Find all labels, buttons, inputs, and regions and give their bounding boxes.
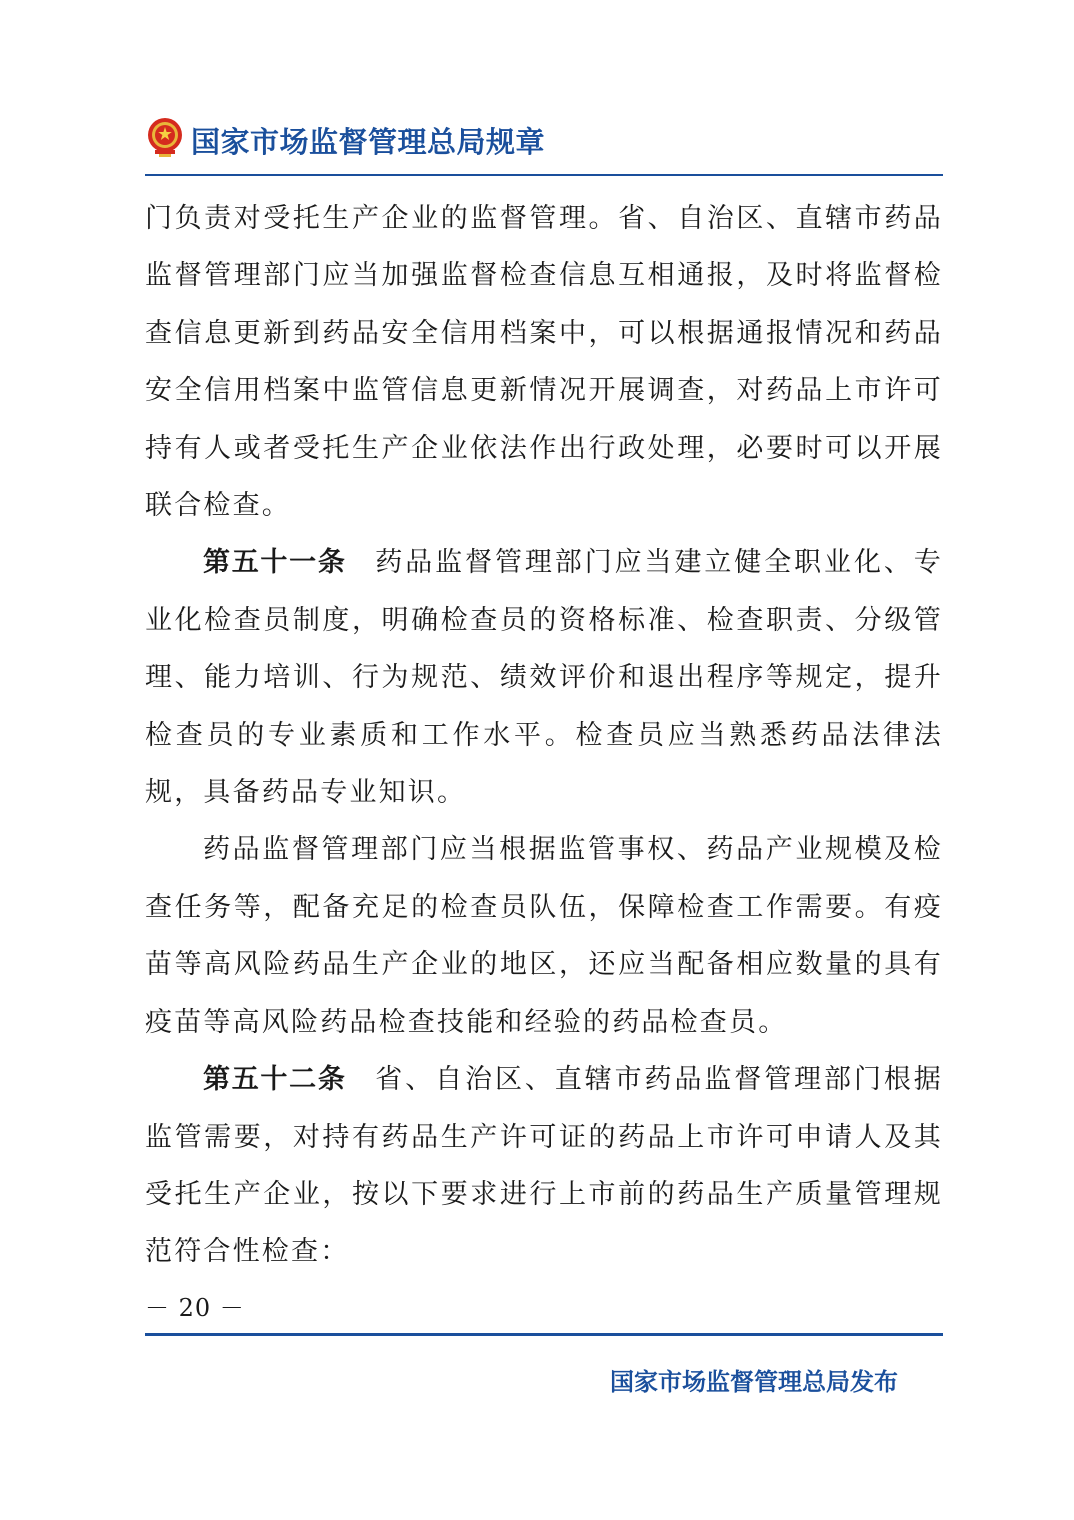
page-header bbox=[145, 112, 943, 172]
article-52 bbox=[145, 1051, 943, 1281]
article-52-number: 第五十二条 bbox=[203, 1064, 347, 1096]
paragraph-inspectors: 药品监督管理部门应当根据监管事权、药品产业规模及检查任务等，配备充足的检查员队伍，保障检查工作需要。有疫苗等高风险药品生产企业的地区，还应当配备相应数量的具有疫苗等高风险药品检查技能和经验的药品检查员。 bbox=[145, 834, 943, 1038]
national-emblem-icon bbox=[145, 116, 185, 160]
paragraph-continued: 门负责对受托生产企业的监督管理。省、自治区、直辖市药品监督管理部门应当加强监督检查信息互相通报，及时将监督检查信息更新到药品安全信用档案中，可以根据通报情况和药品安全信用档案中监管信息更新情况开展调查，对药品上市许可持有人或者受托生产企业依法作出行政处理，必要时可以开展联合检查。 bbox=[145, 203, 943, 522]
document-body bbox=[145, 190, 943, 1281]
page-number: － 20 － bbox=[145, 1294, 245, 1322]
header-title: 国家市场监督管理总局规章 bbox=[191, 125, 546, 159]
article-52-text: 省、自治区、直辖市药品监督管理部门根据监管需要，对持有药品生产许可证的药品上市许可申请人及其受托生产企业，按以下要求进行上市前的药品生产质量管理规范符合性检查： bbox=[145, 1064, 943, 1268]
header-divider bbox=[145, 174, 943, 176]
article-51-text: 药品监督管理部门应当建立健全职业化、专业化检查员制度，明确检查员的资格标准、检查职责、分级管理、能力培训、行为规范、绩效评价和退出程序等规定，提升检查员的专业素质和工作水平。检查员应当熟悉药品法律法规，具备药品专业知识。 bbox=[145, 547, 943, 809]
article-51-number: 第五十一条 bbox=[203, 547, 347, 579]
footer-divider bbox=[145, 1333, 943, 1336]
footer-publisher: 国家市场监督管理总局发布 bbox=[610, 1368, 898, 1396]
article-51 bbox=[145, 534, 943, 821]
